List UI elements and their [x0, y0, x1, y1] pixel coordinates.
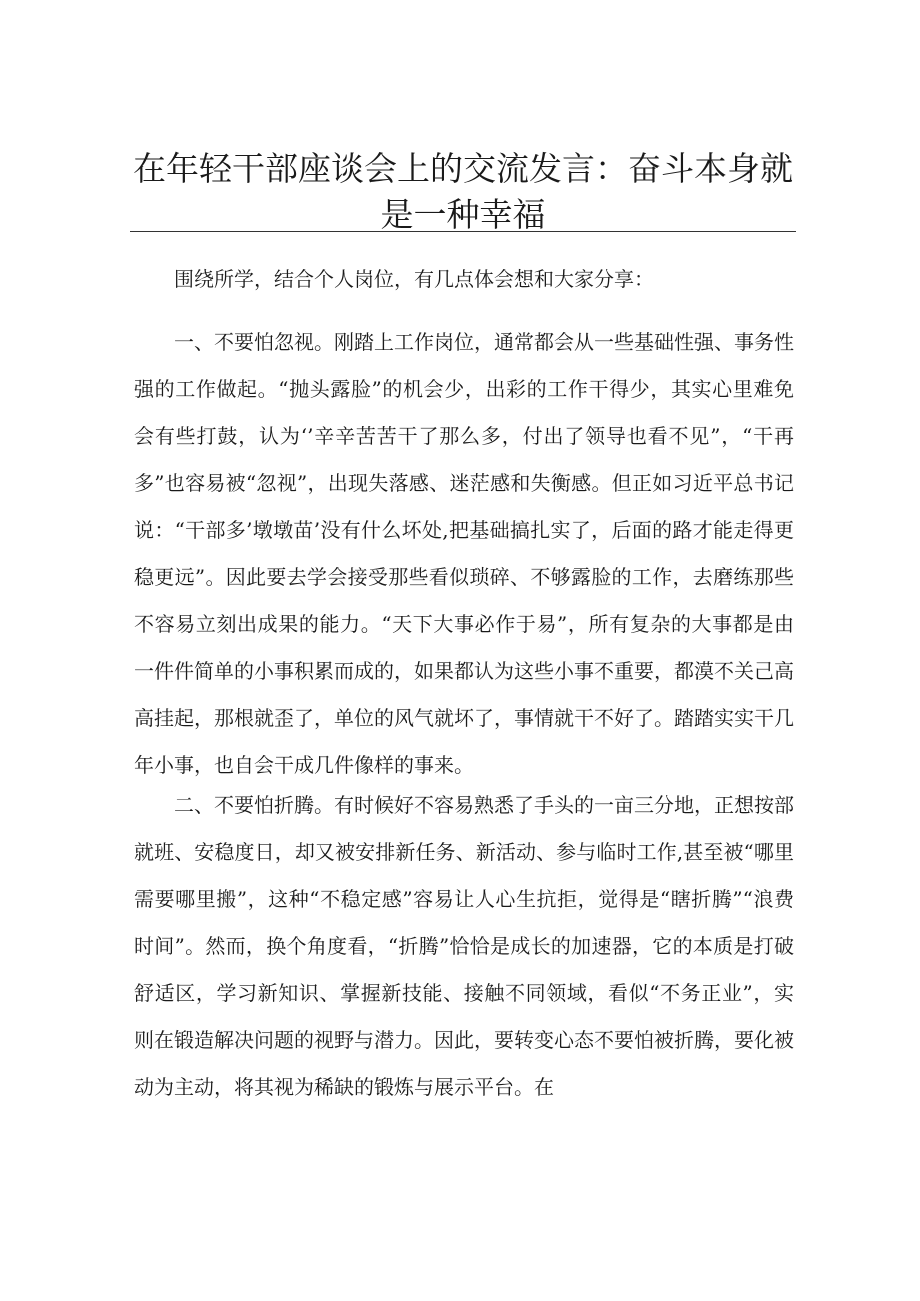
section-one-paragraph: 一、不要怕忽视。刚踏上工作岗位，通常都会从一些基础性强、事务性强的工作做起。“抛头露脸”的机会少，出彩的工作干得少，其实心里难免会有些打鼓，认为‘’辛辛苦苦干了那么多，付出了领导也看不见”，“干再多”也容易被“忽视”，出现失落感、迷茫感和失衡感。但正如习近平总书记说：“干部多’墩墩苗’没有什么坏处,把基础搞扎实了，后面的路才能走得更稳更远”。因此要去学会接受那些看似琐碎、不够露脸的工作，去磨练那些不容易立刻出成果的能力。“天下大事必作于易”，所有复杂的大事都是由一件件简单的小事积累而成的，如果都认为这些小事不重要，都漠不关己高高挂起，那根就歪了，单位的风气就坏了，事情就干不好了。踏踏实实干几年小事，也自会干成几件像样的事来。	[134, 330, 794, 777]
section-two-paragraph: 二、不要怕折腾。有时候好不容易熟悉了手头的一亩三分地，正想按部就班、安稳度日，却又被安排新任务、新活动、参与临时工作,甚至被“哪里需要哪里搬”，这种“不稳定感”容易让人心生抗拒，觉得是“瞎折腾”“浪费时间”。然而，换个角度看，“折腾”恰恰是成长的加速器，它的本质是打破舒适区，学习新知识、掌握新技能、接触不同领域，看似“不务正业”，实则在锻造解决问题的视野与潜力。因此，要转变心态不要怕被折腾，要化被动为主动，将其视为稀缺的锻炼与展示平台。在	[134, 793, 794, 1099]
intro-paragraph: 围绕所学，结合个人岗位，有几点体会想和大家分享：	[174, 267, 654, 291]
document-title: 在年轻干部座谈会上的交流发言：奋斗本身就是一种幸福	[133, 149, 793, 234]
title-underline	[130, 231, 796, 232]
